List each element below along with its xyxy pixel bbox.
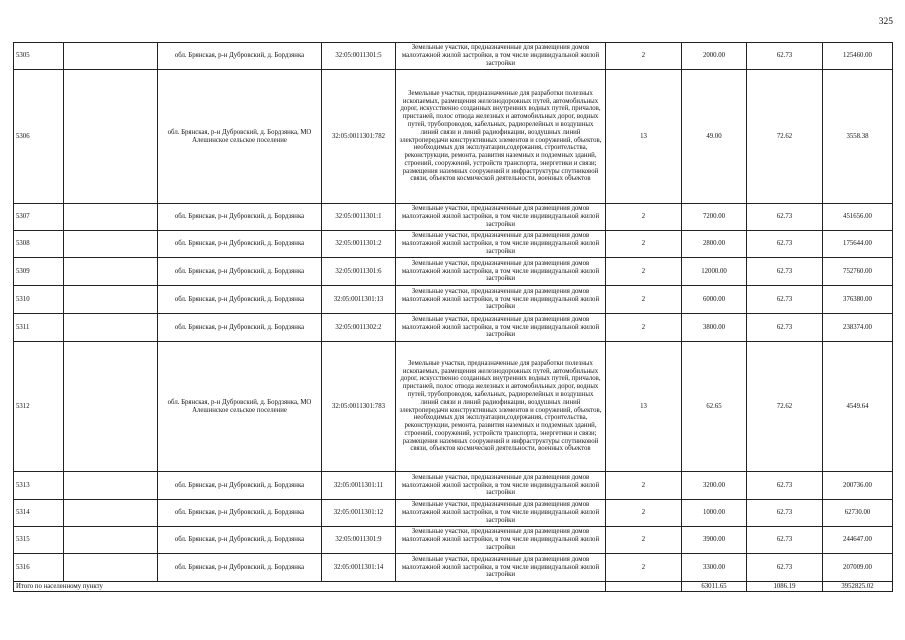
rate-cell: 72.62	[747, 342, 823, 472]
category-cell: 2	[606, 500, 682, 527]
empty-cell	[64, 314, 158, 342]
totals-row	[14, 582, 893, 592]
category-cell: 2	[606, 204, 682, 231]
row-number: 5312	[14, 342, 64, 472]
row-number: 5315	[14, 527, 64, 554]
cadastral-number-cell: 32:05:0011301:782	[322, 70, 396, 204]
address-cell: обл. Брянская, р-н Дубровский, д. Бордзянка	[158, 314, 322, 342]
empty-cell	[64, 342, 158, 472]
address-cell: обл. Брянская, р-н Дубровский, д. Бордзянка	[158, 258, 322, 286]
land-use-cell: Земельные участки, предназначенные для размещения домов малоэтажной жилой застройки, в том числе индивидуальной жилой застройки	[396, 43, 606, 70]
address-cell: обл. Брянская, р-н Дубровский, д. Бордзянка, МО Алешинское сельское поселение	[158, 70, 322, 204]
address-cell: обл. Брянская, р-н Дубровский, д. Бордзянка	[158, 500, 322, 527]
cadastral-cost-cell: 200736.00	[823, 472, 893, 500]
address-cell: обл. Брянская, р-н Дубровский, д. Бордзянка	[158, 472, 322, 500]
area-cell: 3200.00	[682, 472, 747, 500]
total-cost-cell: 3952825.02	[823, 582, 893, 592]
cadastral-number-cell: 32:05:0011301:783	[322, 342, 396, 472]
area-cell: 6000.00	[682, 286, 747, 314]
cadastral-cost-cell: 3558.38	[823, 70, 893, 204]
category-cell: 13	[606, 342, 682, 472]
area-cell: 12000.00	[682, 258, 747, 286]
land-use-cell: Земельные участки, предназначенные для размещения домов малоэтажной жилой застройки, в том числе индивидуальной жилой застройки	[396, 554, 606, 582]
rate-cell: 62.73	[747, 500, 823, 527]
table-row	[14, 231, 893, 258]
land-use-cell: Земельные участки, предназначенные для разработки полезных ископаемых, размещения железнодорожных путей, автомобильных дорог, искусственно созданных внутренних водных путей, причалов, пристаней, полос отвода железных и автомобильных дорог, водных путей, трубопроводов, кабельных, радиорелейных и воздушных линий связи и линий радиофикации, воздушных линий электропередачи конструктивных элементов и сооружений, объектов, необходимых для эксплуатации,содержания, строительства, реконструкции, ремонта, развития наземных и подземных зданий, строений, сооружений, устройств транспорта, энергетики и связи; размещения наземных сооружений и инфраструктуры спутниковой связи, объектов космической деятельности, военных объектов	[396, 342, 606, 472]
empty-cell	[64, 258, 158, 286]
land-use-cell: Земельные участки, предназначенные для размещения домов малоэтажной жилой застройки, в том числе индивидуальной жилой застройки	[396, 314, 606, 342]
table-row	[14, 286, 893, 314]
cadastral-number-cell: 32:05:0011302:2	[322, 314, 396, 342]
table-row	[14, 314, 893, 342]
category-cell: 2	[606, 527, 682, 554]
address-cell: обл. Брянская, р-н Дубровский, д. Бордзянка	[158, 43, 322, 70]
row-number: 5308	[14, 231, 64, 258]
empty-cell	[64, 500, 158, 527]
row-number: 5311	[14, 314, 64, 342]
table-row	[14, 342, 893, 472]
cadastral-number-cell: 32:05:0011301:2	[322, 231, 396, 258]
land-use-cell: Земельные участки, предназначенные для размещения домов малоэтажной жилой застройки, в том числе индивидуальной жилой застройки	[396, 500, 606, 527]
category-cell: 2	[606, 231, 682, 258]
area-cell: 3800.00	[682, 314, 747, 342]
row-number: 5307	[14, 204, 64, 231]
row-number: 5309	[14, 258, 64, 286]
land-use-cell: Земельные участки, предназначенные для разработки полезных ископаемых, размещения железнодорожных путей, автомобильных дорог, искусственно созданных внутренних водных путей, причалов, пристаней, полос отвода железных и автомобильных дорог, водных путей, трубопроводов, кабельных, радиорелейных и воздушных линий связи и линий радиофикации, воздушных линий электропередачи конструктивных элементов и сооружений, объектов, необходимых для эксплуатации,содержания, строительства, реконструкции, ремонта, развития наземных и подземных зданий, строений, сооружений, устройств транспорта, энергетики и связи; размещения наземных сооружений и инфраструктуры спутниковой связи, объектов космической деятельности, военных объектов	[396, 70, 606, 204]
page-number: 325	[878, 17, 893, 27]
rate-cell: 62.73	[747, 231, 823, 258]
table-row	[14, 472, 893, 500]
totals-label: Итого по населенному пункту	[14, 582, 606, 592]
area-cell: 62.65	[682, 342, 747, 472]
row-number: 5316	[14, 554, 64, 582]
row-number: 5314	[14, 500, 64, 527]
rate-cell: 62.73	[747, 554, 823, 582]
land-use-cell: Земельные участки, предназначенные для размещения домов малоэтажной жилой застройки, в том числе индивидуальной жилой застройки	[396, 258, 606, 286]
cadastral-number-cell: 32:05:0011301:9	[322, 527, 396, 554]
empty-cell	[64, 527, 158, 554]
category-cell: 2	[606, 472, 682, 500]
area-cell: 2000.00	[682, 43, 747, 70]
cadastral-number-cell: 32:05:0011301:14	[322, 554, 396, 582]
category-cell: 2	[606, 554, 682, 582]
land-use-cell: Земельные участки, предназначенные для размещения домов малоэтажной жилой застройки, в том числе индивидуальной жилой застройки	[396, 231, 606, 258]
cadastral-cost-cell: 752760.00	[823, 258, 893, 286]
cadastral-cost-cell: 125460.00	[823, 43, 893, 70]
address-cell: обл. Брянская, р-н Дубровский, д. Бордзянка	[158, 231, 322, 258]
cadastral-number-cell: 32:05:0011301:11	[322, 472, 396, 500]
address-cell: обл. Брянская, р-н Дубровский, д. Бордзянка	[158, 204, 322, 231]
category-cell: 2	[606, 286, 682, 314]
cadastral-cost-cell: 175644.00	[823, 231, 893, 258]
cadastral-cost-cell: 238374.00	[823, 314, 893, 342]
cadastral-number-cell: 32:05:0011301:1	[322, 204, 396, 231]
land-plot-registry-table	[13, 42, 893, 592]
registry-body	[14, 43, 893, 592]
land-use-cell: Земельные участки, предназначенные для размещения домов малоэтажной жилой застройки, в том числе индивидуальной жилой застройки	[396, 527, 606, 554]
cadastral-cost-cell: 4549.64	[823, 342, 893, 472]
row-number: 5305	[14, 43, 64, 70]
empty-cell	[606, 582, 682, 592]
table-row	[14, 70, 893, 204]
rate-cell: 62.73	[747, 43, 823, 70]
table-row	[14, 527, 893, 554]
total-area-cell: 63011.65	[682, 582, 747, 592]
empty-cell	[64, 554, 158, 582]
rate-cell: 62.73	[747, 527, 823, 554]
table-row	[14, 258, 893, 286]
land-use-cell: Земельные участки, предназначенные для размещения домов малоэтажной жилой застройки, в том числе индивидуальной жилой застройки	[396, 286, 606, 314]
empty-cell	[64, 286, 158, 314]
empty-cell	[64, 472, 158, 500]
rate-cell: 62.73	[747, 204, 823, 231]
cadastral-number-cell: 32:05:0011301:6	[322, 258, 396, 286]
area-cell: 3300.00	[682, 554, 747, 582]
rate-cell: 62.73	[747, 472, 823, 500]
rate-cell: 72.62	[747, 70, 823, 204]
row-number: 5306	[14, 70, 64, 204]
area-cell: 49.00	[682, 70, 747, 204]
empty-cell	[64, 204, 158, 231]
category-cell: 2	[606, 43, 682, 70]
cadastral-cost-cell: 62730.00	[823, 500, 893, 527]
table-row	[14, 554, 893, 582]
category-cell: 2	[606, 258, 682, 286]
category-cell: 13	[606, 70, 682, 204]
empty-cell	[64, 43, 158, 70]
area-cell: 2800.00	[682, 231, 747, 258]
address-cell: обл. Брянская, р-н Дубровский, д. Бордзянка	[158, 286, 322, 314]
cadastral-number-cell: 32:05:0011301:12	[322, 500, 396, 527]
cadastral-number-cell: 32:05:0011301:13	[322, 286, 396, 314]
category-cell: 2	[606, 314, 682, 342]
cadastral-cost-cell: 451656.00	[823, 204, 893, 231]
table-row	[14, 204, 893, 231]
address-cell: обл. Брянская, р-н Дубровский, д. Бордзянка	[158, 554, 322, 582]
address-cell: обл. Брянская, р-н Дубровский, д. Бордзянка	[158, 527, 322, 554]
empty-cell	[64, 231, 158, 258]
cadastral-cost-cell: 376380.00	[823, 286, 893, 314]
address-cell: обл. Брянская, р-н Дубровский, д. Бордзянка, МО Алешинское сельское поселение	[158, 342, 322, 472]
total-rate-cell: 1086.19	[747, 582, 823, 592]
area-cell: 7200.00	[682, 204, 747, 231]
row-number: 5310	[14, 286, 64, 314]
land-use-cell: Земельные участки, предназначенные для размещения домов малоэтажной жилой застройки, в том числе индивидуальной жилой застройки	[396, 204, 606, 231]
row-number: 5313	[14, 472, 64, 500]
cadastral-cost-cell: 244647.00	[823, 527, 893, 554]
area-cell: 1000.00	[682, 500, 747, 527]
rate-cell: 62.73	[747, 258, 823, 286]
area-cell: 3900.00	[682, 527, 747, 554]
rate-cell: 62.73	[747, 286, 823, 314]
cadastral-number-cell: 32:05:0011301:5	[322, 43, 396, 70]
land-use-cell: Земельные участки, предназначенные для размещения домов малоэтажной жилой застройки, в том числе индивидуальной жилой застройки	[396, 472, 606, 500]
cadastral-cost-cell: 207009.00	[823, 554, 893, 582]
table-row	[14, 500, 893, 527]
empty-cell	[64, 70, 158, 204]
rate-cell: 62.73	[747, 314, 823, 342]
table-row	[14, 43, 893, 70]
